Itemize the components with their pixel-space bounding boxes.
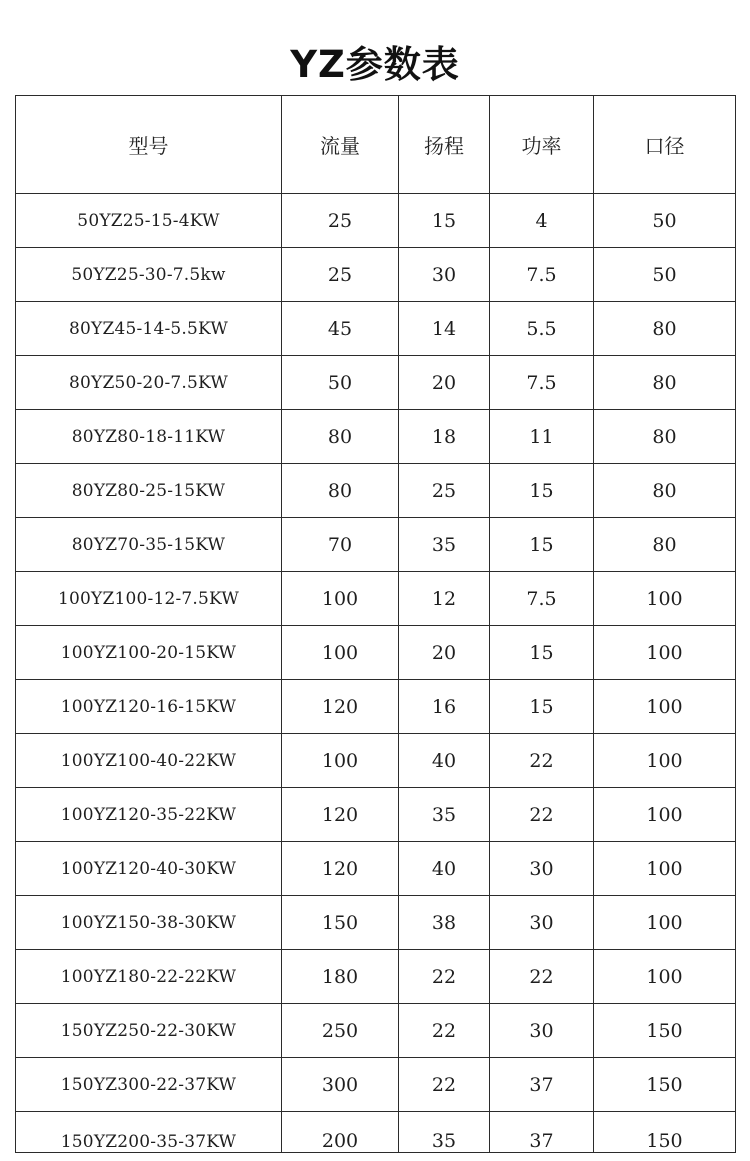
- header-diameter: 口径: [594, 96, 736, 194]
- cell-head: 15: [399, 194, 490, 248]
- cell-head: 40: [399, 842, 490, 896]
- table-row: [16, 302, 736, 356]
- cell-flow: 45: [282, 302, 399, 356]
- cell-diameter: 80: [594, 518, 736, 572]
- cell-flow: 80: [282, 464, 399, 518]
- header-flow: 流量: [282, 96, 399, 194]
- cell-model: 100YZ150-38-30KW: [16, 896, 282, 950]
- cell-model: 100YZ100-40-22KW: [16, 734, 282, 788]
- table-body: [16, 194, 736, 1153]
- cell-flow: 120: [282, 680, 399, 734]
- cell-diameter: 80: [594, 410, 736, 464]
- cell-power: 11: [490, 410, 594, 464]
- cell-flow: 70: [282, 518, 399, 572]
- cell-power: 22: [490, 734, 594, 788]
- cell-head: 35: [399, 788, 490, 842]
- table-row: [16, 680, 736, 734]
- cell-head: 14: [399, 302, 490, 356]
- cell-head: 30: [399, 248, 490, 302]
- cell-head: 18: [399, 410, 490, 464]
- cell-power: 37: [490, 1058, 594, 1112]
- cell-flow: 120: [282, 842, 399, 896]
- cell-diameter: 100: [594, 734, 736, 788]
- cell-diameter: 100: [594, 572, 736, 626]
- cell-power: 15: [490, 518, 594, 572]
- cell-power: 22: [490, 788, 594, 842]
- cell-power: 22: [490, 950, 594, 1004]
- cell-flow: 50: [282, 356, 399, 410]
- table-row: [16, 410, 736, 464]
- cell-model: 100YZ120-35-22KW: [16, 788, 282, 842]
- table-row: [16, 356, 736, 410]
- cell-model: 80YZ70-35-15KW: [16, 518, 282, 572]
- table-row: [16, 464, 736, 518]
- cell-power: 30: [490, 1004, 594, 1058]
- cell-head: 35: [399, 1112, 490, 1153]
- cell-flow: 250: [282, 1004, 399, 1058]
- cell-flow: 100: [282, 572, 399, 626]
- cell-model: 80YZ80-25-15KW: [16, 464, 282, 518]
- cell-flow: 100: [282, 626, 399, 680]
- table-row: [16, 248, 736, 302]
- cell-diameter: 150: [594, 1058, 736, 1112]
- cell-model: 150YZ250-22-30KW: [16, 1004, 282, 1058]
- page-title: YZ参数表: [290, 43, 460, 86]
- cell-power: 30: [490, 896, 594, 950]
- cell-flow: 100: [282, 734, 399, 788]
- cell-head: 25: [399, 464, 490, 518]
- cell-flow: 300: [282, 1058, 399, 1112]
- cell-model: 100YZ100-20-15KW: [16, 626, 282, 680]
- cell-head: 22: [399, 950, 490, 1004]
- parameter-table: [15, 95, 736, 1153]
- cell-head: 12: [399, 572, 490, 626]
- cell-power: 4: [490, 194, 594, 248]
- cell-model: 80YZ50-20-7.5KW: [16, 356, 282, 410]
- table-row: [16, 950, 736, 1004]
- header-power: 功率: [490, 96, 594, 194]
- table-row: [16, 1112, 736, 1153]
- cell-model: 80YZ80-18-11KW: [16, 410, 282, 464]
- header-model: 型号: [16, 96, 282, 194]
- cell-power: 15: [490, 626, 594, 680]
- table-row: [16, 896, 736, 950]
- cell-power: 15: [490, 464, 594, 518]
- cell-diameter: 100: [594, 950, 736, 1004]
- cell-flow: 80: [282, 410, 399, 464]
- cell-flow: 120: [282, 788, 399, 842]
- table-row: [16, 842, 736, 896]
- cell-power: 7.5: [490, 572, 594, 626]
- cell-model: 150YZ200-35-37KW: [16, 1112, 282, 1153]
- table-row: [16, 194, 736, 248]
- cell-diameter: 50: [594, 248, 736, 302]
- cell-head: 35: [399, 518, 490, 572]
- cell-model: 100YZ120-40-30KW: [16, 842, 282, 896]
- cell-flow: 25: [282, 248, 399, 302]
- cell-head: 22: [399, 1058, 490, 1112]
- cell-model: 50YZ25-15-4KW: [16, 194, 282, 248]
- cell-diameter: 50: [594, 194, 736, 248]
- cell-diameter: 80: [594, 356, 736, 410]
- cell-head: 22: [399, 1004, 490, 1058]
- cell-diameter: 80: [594, 302, 736, 356]
- cell-diameter: 100: [594, 626, 736, 680]
- cell-head: 38: [399, 896, 490, 950]
- cell-flow: 150: [282, 896, 399, 950]
- cell-diameter: 100: [594, 896, 736, 950]
- cell-diameter: 100: [594, 842, 736, 896]
- header-head: 扬程: [399, 96, 490, 194]
- cell-head: 20: [399, 626, 490, 680]
- cell-diameter: 150: [594, 1112, 736, 1153]
- cell-model: 100YZ100-12-7.5KW: [16, 572, 282, 626]
- cell-power: 15: [490, 680, 594, 734]
- cell-power: 7.5: [490, 356, 594, 410]
- table-row: [16, 572, 736, 626]
- cell-model: 150YZ300-22-37KW: [16, 1058, 282, 1112]
- cell-flow: 25: [282, 194, 399, 248]
- cell-model: 100YZ180-22-22KW: [16, 950, 282, 1004]
- cell-flow: 200: [282, 1112, 399, 1153]
- cell-diameter: 100: [594, 788, 736, 842]
- cell-head: 16: [399, 680, 490, 734]
- table-row: [16, 1058, 736, 1112]
- table-row: [16, 734, 736, 788]
- table-row: [16, 1004, 736, 1058]
- cell-power: 5.5: [490, 302, 594, 356]
- cell-model: 100YZ120-16-15KW: [16, 680, 282, 734]
- cell-head: 40: [399, 734, 490, 788]
- cell-flow: 180: [282, 950, 399, 1004]
- cell-model: 50YZ25-30-7.5kw: [16, 248, 282, 302]
- cell-diameter: 80: [594, 464, 736, 518]
- table-row: [16, 788, 736, 842]
- table-row: [16, 626, 736, 680]
- table-row: [16, 518, 736, 572]
- cell-diameter: 150: [594, 1004, 736, 1058]
- cell-power: 30: [490, 842, 594, 896]
- cell-diameter: 100: [594, 680, 736, 734]
- table-header-row: [16, 96, 736, 194]
- cell-power: 37: [490, 1112, 594, 1153]
- cell-head: 20: [399, 356, 490, 410]
- cell-model: 80YZ45-14-5.5KW: [16, 302, 282, 356]
- cell-power: 7.5: [490, 248, 594, 302]
